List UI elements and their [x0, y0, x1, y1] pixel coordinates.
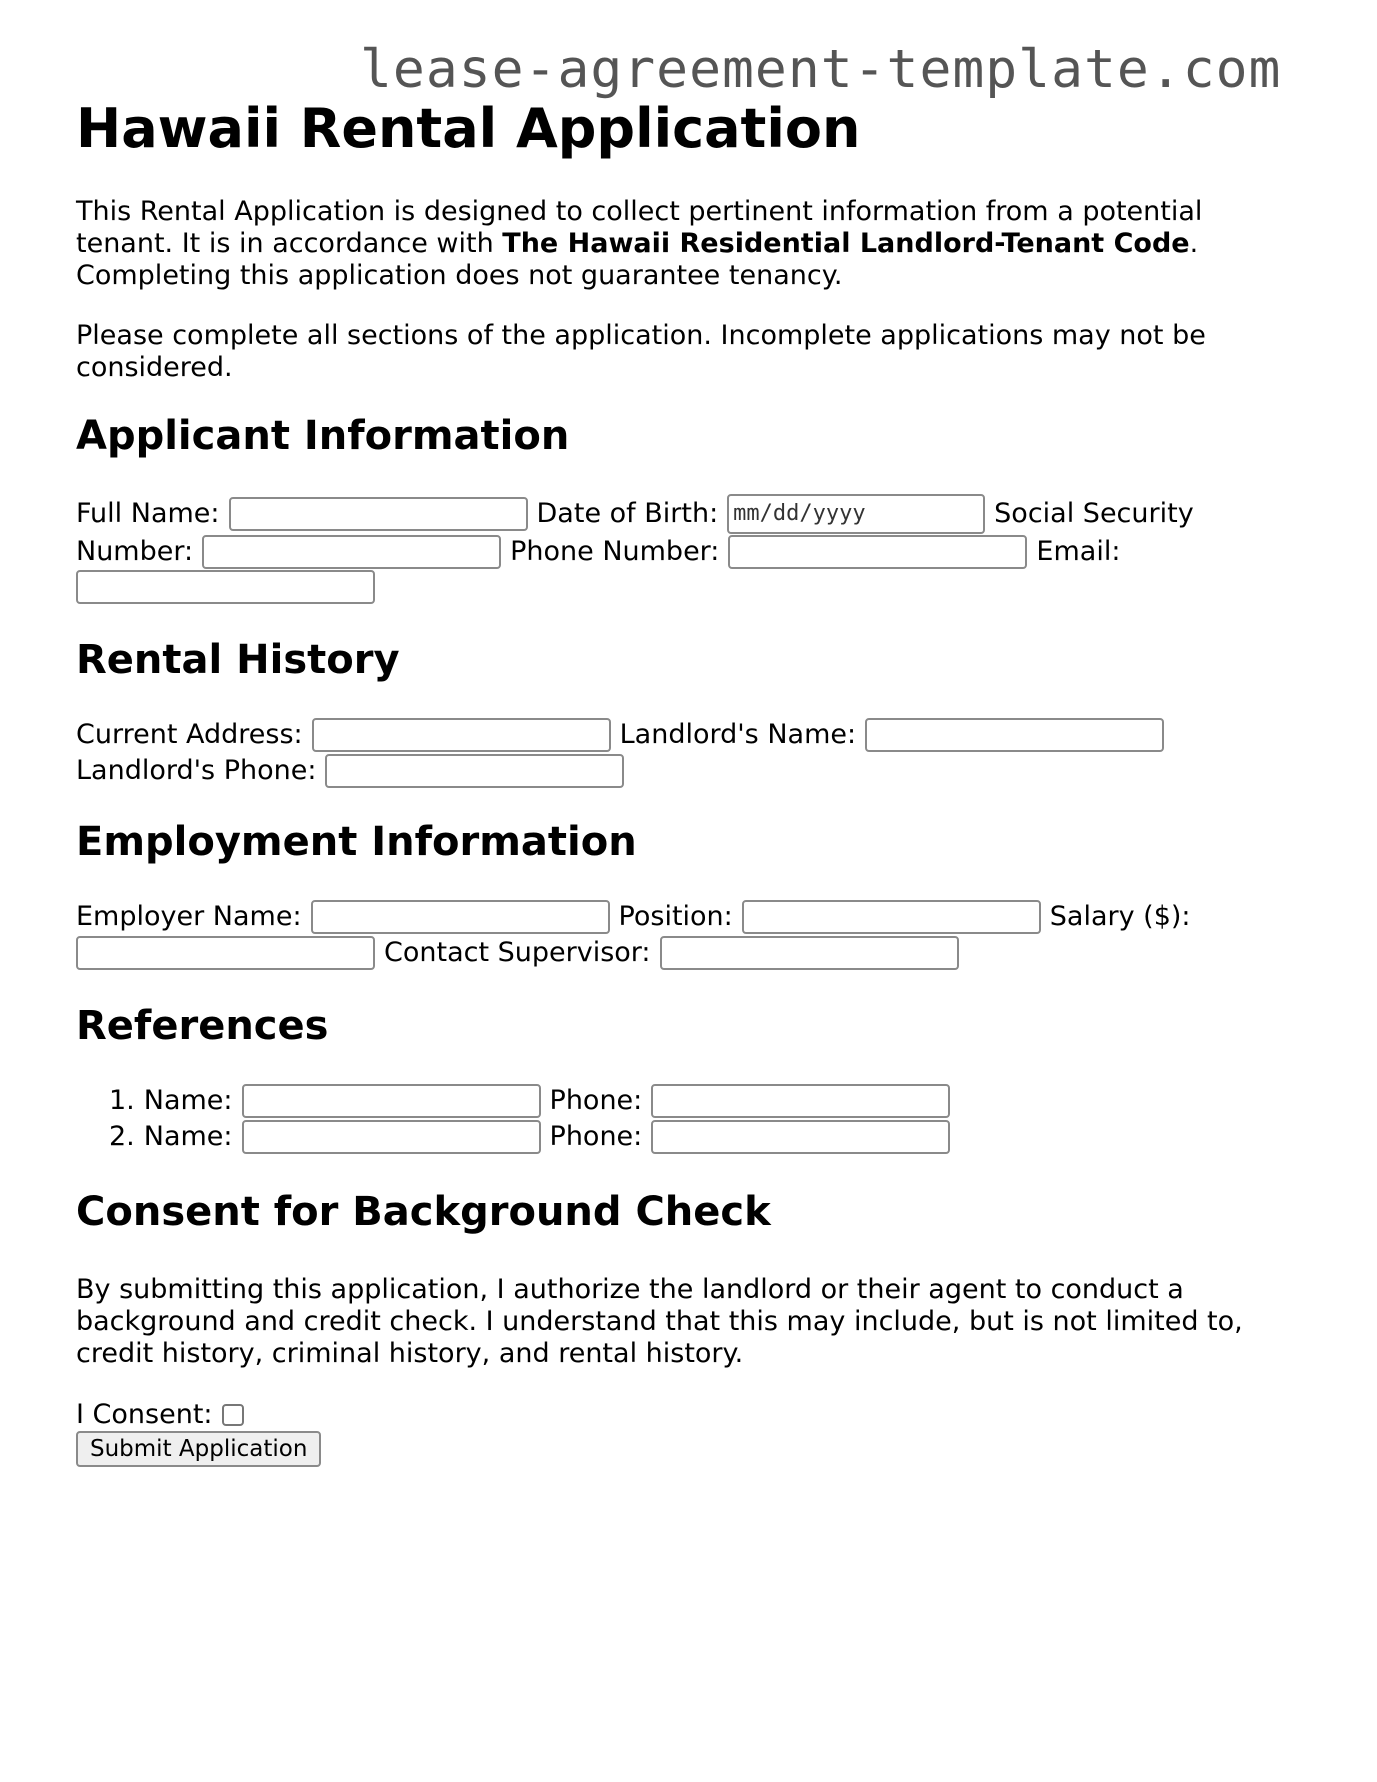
phone-number-input[interactable] [728, 535, 1027, 569]
reference-number: 2. [109, 1120, 135, 1152]
consent-label: I Consent: [76, 1398, 213, 1430]
watermark: lease-agreement-template.com [360, 39, 1282, 100]
landlord-phone-label: Landlord's Phone: [76, 754, 317, 786]
landlord-phone-input[interactable] [325, 754, 624, 788]
salary-input[interactable] [76, 936, 375, 970]
employment-information-heading: Employment Information [76, 819, 637, 865]
reference-1-phone-input[interactable] [651, 1084, 950, 1118]
submit-application-button[interactable]: Submit Application [76, 1431, 321, 1467]
employment-row-1 [76, 898, 1191, 934]
reference-phone-label: Phone: [549, 1120, 643, 1152]
reference-name-label: Name: [143, 1084, 233, 1116]
position-input[interactable] [742, 900, 1041, 934]
employer-name-label: Employer Name: [76, 900, 302, 932]
reference-item-2 [109, 1118, 950, 1154]
ssn-input[interactable] [202, 535, 501, 569]
contact-supervisor-label: Contact Supervisor: [384, 936, 651, 968]
references-heading: References [76, 1003, 329, 1049]
applicant-row-3 [76, 568, 375, 604]
date-of-birth-input[interactable]: mm/dd/yyyy [727, 494, 985, 534]
reference-name-label: Name: [143, 1120, 233, 1152]
landlord-name-input[interactable] [865, 718, 1164, 752]
date-of-birth-label: Date of Birth: [536, 498, 719, 529]
ssn-label-line-2: Number: [76, 535, 194, 567]
contact-supervisor-input[interactable] [660, 936, 959, 970]
ssn-label-line-1: Social Security [994, 498, 1194, 529]
employer-name-input[interactable] [311, 900, 610, 934]
phone-number-label: Phone Number: [510, 535, 720, 567]
intro-text-start: This Rental Application is designed to collect pertinent information from a potential tenant. It is in accordance with [76, 196, 1203, 259]
intro-text-end: . Completing this application does not guarantee tenancy. [76, 228, 1199, 291]
full-name-label: Full Name: [76, 498, 220, 529]
full-name-input[interactable] [229, 497, 528, 531]
instructions-paragraph: Please complete all sections of the application. Incomplete applications may not be considered. [76, 320, 1206, 383]
rental-history-row-2 [76, 752, 624, 788]
applicant-row-2 [76, 533, 1120, 569]
page-title: Hawaii Rental Application [76, 97, 861, 160]
landlord-name-label: Landlord's Name: [619, 718, 857, 750]
reference-1-name-input[interactable] [242, 1084, 541, 1118]
salary-label: Salary ($): [1049, 900, 1191, 932]
email-label: Email: [1036, 535, 1121, 567]
consent-paragraph: By submitting this application, I authorize the landlord or their agent to conduct a background and credit check. I understand that this may include, but is not limited to, credit history, criminal history, and rental history. [76, 1274, 1243, 1369]
current-address-label: Current Address: [76, 718, 303, 750]
reference-item-1 [109, 1082, 950, 1118]
intro-paragraph [76, 196, 1306, 292]
reference-2-phone-input[interactable] [651, 1120, 950, 1154]
applicant-row-1 [76, 494, 1194, 530]
reference-number: 1. [109, 1084, 135, 1116]
email-input[interactable] [76, 570, 375, 604]
employment-row-2 [76, 934, 959, 970]
current-address-input[interactable] [312, 718, 611, 752]
consent-heading: Consent for Background Check [76, 1189, 771, 1235]
reference-2-name-input[interactable] [242, 1120, 541, 1154]
consent-checkbox[interactable] [222, 1404, 244, 1426]
consent-row [76, 1396, 244, 1432]
rental-history-row-1 [76, 716, 1164, 752]
reference-phone-label: Phone: [549, 1084, 643, 1116]
landlord-tenant-code: The Hawaii Residential Landlord-Tenant Code [502, 228, 1190, 259]
applicant-information-heading: Applicant Information [76, 413, 570, 459]
position-label: Position: [618, 900, 733, 932]
rental-history-heading: Rental History [76, 637, 400, 683]
